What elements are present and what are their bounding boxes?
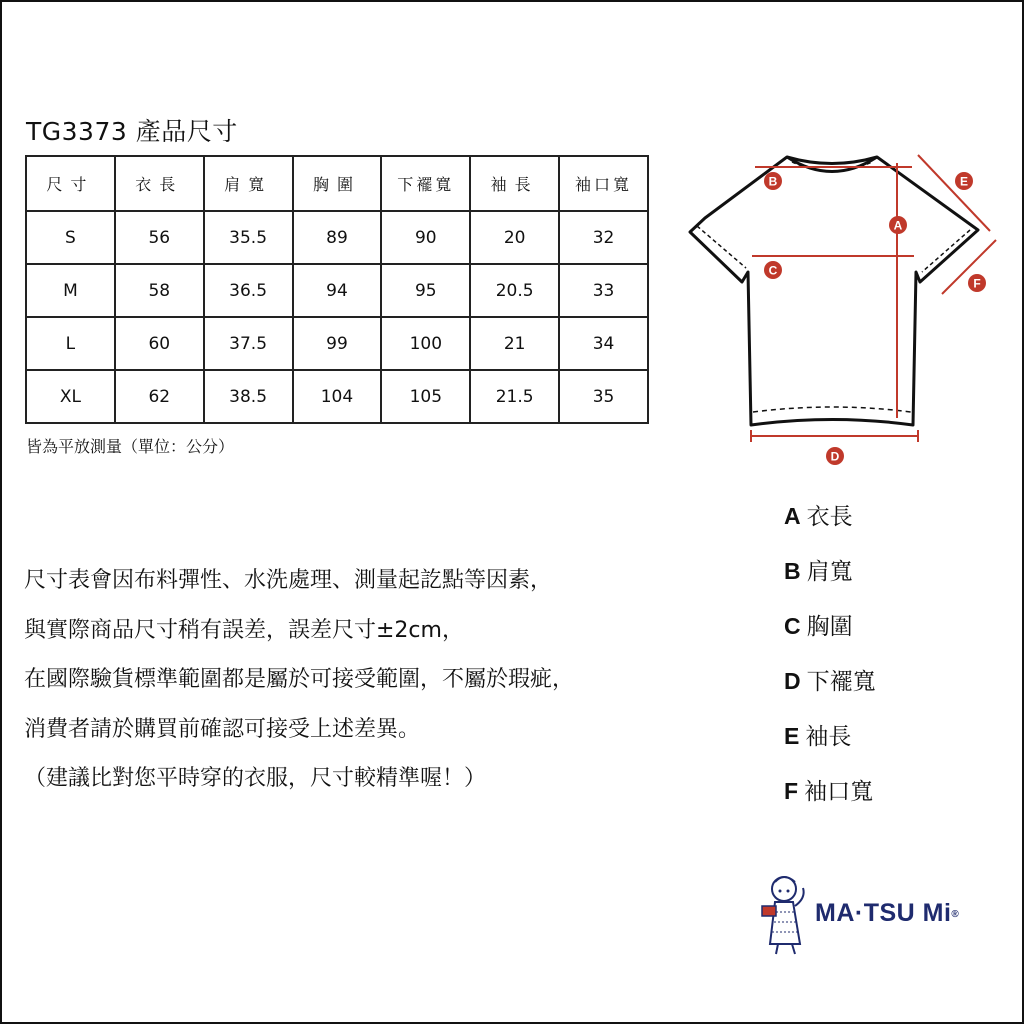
col-header: 下襬寬 bbox=[381, 156, 470, 211]
marker-c bbox=[764, 261, 782, 279]
svg-text:E: E bbox=[959, 174, 969, 189]
svg-text:D: D bbox=[830, 449, 840, 464]
marker-f bbox=[968, 274, 986, 292]
page-title: TG3373 產品尺寸 bbox=[26, 117, 238, 146]
table-cell: 58 bbox=[115, 264, 204, 317]
svg-text:F: F bbox=[973, 276, 981, 291]
brand-mascot-icon bbox=[762, 877, 804, 954]
table-cell: 32 bbox=[559, 211, 648, 264]
table-cell: 38.5 bbox=[204, 370, 293, 423]
table-cell: 62 bbox=[115, 370, 204, 423]
table-cell: 35.5 bbox=[204, 211, 293, 264]
legend-item: F 袖口寬 bbox=[784, 778, 874, 805]
marker-e bbox=[955, 172, 973, 190]
disclaimer-line: 消費者請於購買前確認可接受上述差異。 bbox=[24, 716, 421, 742]
legend-item: A 衣長 bbox=[784, 503, 853, 530]
table-cell: 20 bbox=[470, 211, 559, 264]
col-header: 尺寸 bbox=[26, 156, 115, 211]
registered-mark: ® bbox=[951, 908, 960, 920]
col-header: 袖口寬 bbox=[559, 156, 648, 211]
table-cell: XL bbox=[26, 370, 115, 423]
table-cell: 21 bbox=[470, 317, 559, 370]
disclaimer-line: 尺寸表會因布料彈性、水洗處理、測量起訖點等因素， bbox=[24, 568, 553, 593]
table-cell: 36.5 bbox=[204, 264, 293, 317]
table-cell: 105 bbox=[381, 370, 470, 423]
disclaimer-line: （建議比對您平時穿的衣服，尺寸較精準喔！） bbox=[24, 766, 487, 791]
table-cell: 20.5 bbox=[470, 264, 559, 317]
table-cell: 33 bbox=[559, 264, 648, 317]
table-cell: 99 bbox=[293, 317, 382, 370]
table-cell: 100 bbox=[381, 317, 470, 370]
table-cell: 21.5 bbox=[470, 370, 559, 423]
marker-b bbox=[764, 172, 782, 190]
col-header: 肩寬 bbox=[204, 156, 293, 211]
legend-item: D 下襬寬 bbox=[784, 668, 876, 695]
marker-d bbox=[826, 447, 844, 465]
table-cell: 37.5 bbox=[204, 317, 293, 370]
table-cell: M bbox=[26, 264, 115, 317]
table-cell: S bbox=[26, 211, 115, 264]
table-cell: 95 bbox=[381, 264, 470, 317]
legend-item: B 肩寬 bbox=[784, 558, 853, 585]
col-header: 胸圍 bbox=[293, 156, 382, 211]
table-cell: 34 bbox=[559, 317, 648, 370]
hem-stitch bbox=[753, 407, 911, 412]
col-header: 衣長 bbox=[115, 156, 204, 211]
table-cell: 35 bbox=[559, 370, 648, 423]
disclaimer-line: 與實際商品尺寸稍有誤差，誤差尺寸±2cm， bbox=[24, 617, 464, 643]
brand-logo-text: MA·TSU Mi bbox=[815, 899, 952, 927]
table-cell: L bbox=[26, 317, 115, 370]
col-header: 袖長 bbox=[470, 156, 559, 211]
right-cuff-stitch bbox=[922, 230, 970, 272]
table-cell: 90 bbox=[381, 211, 470, 264]
measurement-note: 皆為平放測量（單位：公分） bbox=[26, 437, 235, 456]
table-cell: 56 bbox=[115, 211, 204, 264]
table-cell: 89 bbox=[293, 211, 382, 264]
table-cell: 60 bbox=[115, 317, 204, 370]
marker-a bbox=[889, 216, 907, 234]
legend-item: C 胸圍 bbox=[784, 613, 853, 640]
svg-text:B: B bbox=[768, 174, 778, 189]
svg-text:A: A bbox=[893, 218, 903, 233]
svg-text:C: C bbox=[768, 263, 778, 278]
table-cell: 104 bbox=[293, 370, 382, 423]
tshirt-outline bbox=[690, 157, 981, 425]
table-cell: 94 bbox=[293, 264, 382, 317]
legend-item: E 袖長 bbox=[784, 723, 852, 750]
brand-logo bbox=[815, 899, 959, 928]
disclaimer-line: 在國際驗貨標準範圍都是屬於可接受範圍，不屬於瑕疵， bbox=[24, 667, 575, 692]
